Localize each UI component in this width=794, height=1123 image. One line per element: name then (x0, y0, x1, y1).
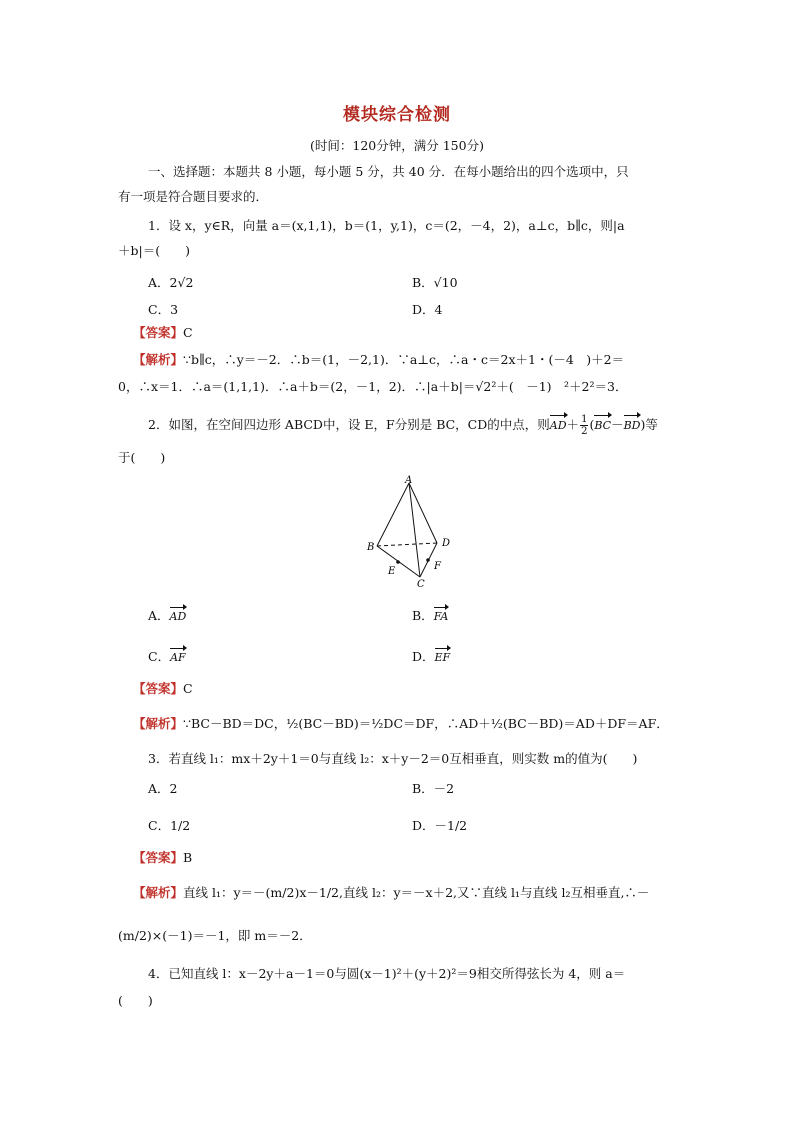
vector-option: AD (169, 610, 187, 623)
q1-analysis-line1 (133, 352, 624, 368)
q1-answer (133, 325, 193, 341)
q4-stem-line1: 4．已知直线 l：x－2y＋a－1＝0与圆(x－1)²＋(y＋2)²＝9相交所得弦长为 4，则 a＝ (148, 966, 626, 981)
q1-stem-line2: ＋b|＝( ) (118, 243, 190, 258)
q2-option-c (148, 647, 186, 665)
vertex-label-c: C (417, 579, 425, 589)
q1-analysis-line2: 0，∴x＝1．∴a＝(1,1,1)．∴a＋b＝(2，－1，2)．∴|a＋b|＝√2²＋( －1) ²＋2²＝3． (118, 379, 628, 394)
q2-stem-line2: 于( ) (118, 450, 166, 465)
analysis-label: 【解析】 (133, 352, 184, 367)
q2-option-d (412, 647, 450, 665)
option-label: D． (412, 649, 435, 664)
q3-answer (133, 850, 192, 866)
page-subtitle: (时间：120分钟，满分 150分) (310, 138, 484, 153)
vector-option: AF (170, 651, 186, 664)
q1-stem-line1: 1．设 x，y∈R，向量 a＝(x,1,1)，b＝(1，y,1)，c＝(2，－4，2)，a⊥c，b∥c，则|a (148, 218, 625, 233)
q2-analysis (133, 716, 669, 732)
q3-option-c: C．1/2 (148, 818, 191, 833)
vertex-label-d: D (442, 538, 451, 549)
answer-value: C (183, 681, 193, 696)
vector-bd: BD (623, 419, 641, 432)
analysis-text: ∵b∥c，∴y＝－2．∴b＝(1，－2,1)．∵a⊥c，∴a・c＝2x＋1・(－4 )＋2＝ (183, 352, 625, 367)
analysis-text: ∵BC－BD＝DC，½(BC－BD)＝½DC＝DF，∴AD＋½(BC－BD)＝AD＋DF＝AF． (183, 716, 669, 731)
q2-option-b (412, 606, 448, 624)
vector-bc: BC (594, 419, 612, 432)
vector-option: EF (434, 651, 451, 664)
q2-answer (133, 681, 193, 697)
tetrahedron-figure (362, 474, 472, 589)
vertex-label-b: B (367, 542, 375, 553)
q2-option-a (148, 606, 186, 624)
q3-option-d: D．－1/2 (412, 818, 468, 833)
answer-value: C (183, 325, 193, 340)
q4-stem-line2: ( ) (118, 993, 153, 1008)
q1-option-a: A．2√2 (148, 275, 194, 290)
page-title: 模块综合检测 (343, 105, 451, 125)
analysis-text: 直线 l₁：y＝－(m/2)x－1/2,直线 l₂：y＝－x＋2,又∵直线 l₁与直线 l₂互相垂直,∴－ (183, 885, 650, 900)
q1-option-d: D．4 (412, 302, 443, 317)
analysis-label: 【解析】 (133, 716, 184, 731)
q3-option-a: A．2 (148, 781, 178, 796)
q2-stem-suffix: 等 (645, 417, 658, 432)
fraction-half: $\frac{1}{2}$ (581, 414, 588, 437)
answer-value: B (183, 850, 193, 865)
vector-ad: AD (549, 419, 567, 432)
q3-stem: 3．若直线 l₁：mx＋2y＋1＝0与直线 l₂：x＋y－2＝0互相垂直，则实数 m的值为( ) (148, 751, 638, 766)
analysis-label: 【解析】 (133, 885, 184, 900)
vertex-label-a: A (405, 475, 413, 486)
option-label: C． (148, 649, 171, 664)
q3-analysis-line2: (m/2)×(－1)＝－1，即 m＝－2． (118, 928, 312, 943)
point-label-f: F (434, 561, 441, 572)
option-label: B． (412, 608, 434, 623)
q2-stem-text: 2．如图，在空间四边形 ABCD中，设 E，F分别是 BC，CD的中点，则 (148, 417, 550, 432)
section-instruction-line1: 一、选择题：本题共 8 小题，每小题 5 分，共 40 分．在每小题给出的四个选项中，只 (148, 164, 629, 179)
answer-label: 【答案】 (133, 325, 184, 340)
q2-stem-line1: 2．如图，在空间四边形 ABCD中，设 E，F分别是 BC，CD的中点，则AD＋ $\frac{1}{2}$ (BC－BD)等 (148, 414, 658, 437)
q3-option-b: B．－2 (412, 781, 455, 796)
q1-option-c: C．3 (148, 302, 179, 317)
q1-option-b: B．√10 (412, 275, 458, 290)
point-label-e: E (388, 566, 396, 577)
option-label: A． (148, 608, 170, 623)
answer-label: 【答案】 (133, 681, 184, 696)
q3-analysis-line1 (133, 885, 649, 901)
section-instruction-line2: 有一项是符合题目要求的． (118, 189, 269, 204)
answer-label: 【答案】 (133, 850, 184, 865)
vector-option: FA (433, 610, 449, 623)
